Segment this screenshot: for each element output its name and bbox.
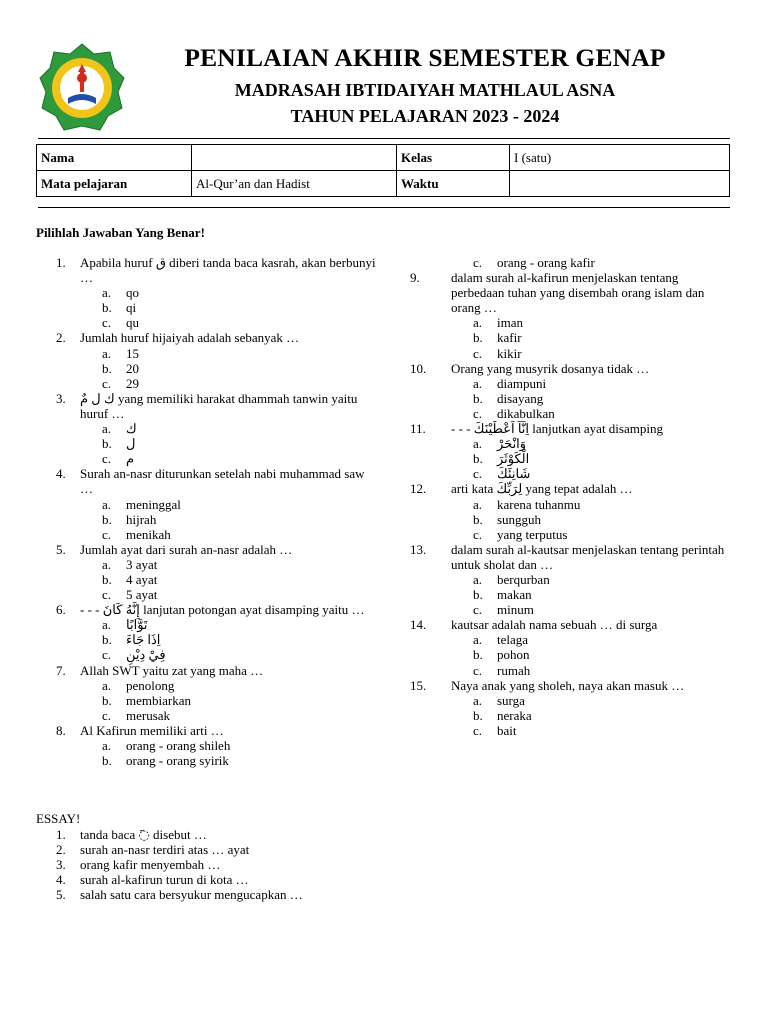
essay-item — [36, 827, 436, 842]
option-text: pohon — [497, 647, 530, 663]
option-letter: b. — [102, 753, 112, 769]
essay-text: surah an-nasr terdiri atas … ayat — [80, 842, 250, 858]
option-letter: c. — [102, 587, 112, 603]
answer-option[interactable] — [36, 315, 376, 330]
essay-text: salah satu cara bersyukur mengucapkan … — [80, 887, 303, 903]
option-text: ك — [126, 421, 137, 437]
question-item — [410, 542, 730, 572]
option-letter: a. — [473, 692, 483, 708]
option-letter: a. — [473, 632, 483, 648]
question-number: 11. — [410, 421, 426, 437]
essay-number: 3. — [56, 857, 66, 873]
essay-title: ESSAY! — [36, 811, 81, 826]
essay-number: 5. — [56, 887, 66, 903]
answer-option[interactable] — [36, 300, 376, 315]
essay-item — [36, 887, 436, 902]
question-item — [36, 255, 376, 285]
option-letter: a. — [102, 345, 112, 361]
option-letter: c. — [473, 662, 483, 678]
option-letter: b. — [473, 647, 483, 663]
option-letter: b. — [102, 360, 112, 376]
answer-option[interactable] — [410, 602, 730, 617]
option-letter: b. — [473, 330, 483, 346]
option-letter: a. — [473, 496, 483, 512]
question-number: 7. — [56, 662, 66, 678]
option-letter: b. — [473, 511, 483, 527]
answer-option[interactable] — [36, 436, 376, 451]
question-number: 2. — [56, 330, 66, 346]
question-text: arti kata لِرَبِّكَ yang tepat adalah … — [451, 481, 633, 497]
question-text: Surah an-nasr diturunkan setelah nabi muhammad saw … — [80, 466, 365, 497]
option-text: kafir — [497, 330, 522, 346]
essay-number: 1. — [56, 827, 66, 843]
answer-option[interactable] — [410, 527, 730, 542]
question-text: - - - إِنَّهُ كَانَ lanjutan potongan ayat disamping yaitu … — [80, 602, 365, 618]
question-text: Orang yang musyrik dosanya tidak … — [451, 360, 650, 376]
option-letter: c. — [473, 466, 483, 482]
question-text: Allah SWT yaitu zat yang maha … — [80, 662, 264, 678]
option-text: penolong — [126, 677, 175, 693]
answer-option[interactable] — [410, 572, 730, 587]
answer-option[interactable] — [410, 315, 730, 330]
option-letter: c. — [102, 647, 112, 663]
option-text: orang - orang shileh — [126, 738, 231, 753]
option-text: شَانِئَكَ — [497, 466, 531, 482]
school-logo — [38, 42, 126, 137]
question-item — [410, 678, 730, 693]
option-letter: c. — [102, 375, 112, 391]
answer-option[interactable] — [36, 647, 376, 662]
option-text: qo — [126, 285, 139, 301]
question-number: 10. — [410, 360, 427, 376]
kelas-value: I (satu) — [510, 145, 730, 171]
question-item — [36, 663, 376, 678]
question-number: 1. — [56, 255, 66, 270]
question-number: 3. — [56, 390, 66, 406]
option-letter: a. — [473, 571, 483, 587]
option-text: تَوَّابًا — [126, 617, 148, 633]
answer-option[interactable] — [410, 512, 730, 527]
option-letter: a. — [102, 421, 112, 437]
question-text: Al Kafirun memiliki arti … — [80, 722, 224, 738]
option-text: فِيْ دِيْنِ — [126, 647, 166, 663]
mapel-label: Mata pelajaran — [37, 171, 192, 197]
header-divider — [38, 138, 730, 139]
question-text: - - - اِنَّآ اَعْطَيْنَكَ lanjutkan ayat disamping — [451, 421, 663, 437]
answer-option[interactable] — [36, 693, 376, 708]
answer-option[interactable] — [410, 406, 730, 421]
essay-section — [36, 811, 436, 903]
essay-text: orang kafir menyembah … — [80, 857, 221, 873]
answer-option[interactable] — [36, 708, 376, 723]
option-text: 4 ayat — [126, 571, 158, 587]
question-text: Jumlah huruf hijaiyah adalah sebanyak … — [80, 330, 300, 346]
option-letter: c. — [473, 722, 483, 738]
answer-option[interactable] — [36, 346, 376, 361]
option-letter: b. — [473, 390, 483, 406]
option-letter: b. — [102, 436, 112, 452]
answer-option[interactable] — [410, 632, 730, 647]
option-text: orang - orang syirik — [126, 753, 229, 769]
option-letter: c. — [473, 255, 483, 270]
waktu-label: Waktu — [397, 171, 510, 197]
student-info-table — [36, 144, 730, 197]
option-text: 20 — [126, 360, 139, 376]
answer-option[interactable] — [410, 451, 730, 466]
question-number: 9. — [410, 270, 420, 286]
option-text: 3 ayat — [126, 556, 158, 572]
option-letter: c. — [473, 405, 483, 421]
option-letter: b. — [102, 571, 112, 587]
question-item — [410, 481, 730, 496]
option-letter: a. — [473, 436, 483, 452]
question-number: 8. — [56, 722, 66, 738]
answer-option[interactable] — [410, 693, 730, 708]
question-number: 4. — [56, 466, 66, 482]
answer-option[interactable] — [36, 678, 376, 693]
academic-year: TAHUN PELAJARAN 2023 - 2024 — [290, 106, 560, 126]
answer-option[interactable] — [410, 663, 730, 678]
answer-option[interactable] — [410, 436, 730, 451]
answer-option[interactable] — [36, 587, 376, 602]
question-item — [36, 330, 376, 345]
option-text: menikah — [126, 526, 171, 542]
option-letter: b. — [473, 587, 483, 603]
option-text: merusak — [126, 707, 171, 723]
answer-option[interactable] — [410, 587, 730, 602]
answer-option[interactable] — [410, 708, 730, 723]
option-letter: c. — [102, 315, 112, 331]
option-text: 15 — [126, 345, 139, 361]
answer-option[interactable] — [36, 421, 376, 436]
answer-option[interactable] — [36, 557, 376, 572]
answer-option[interactable] — [36, 572, 376, 587]
option-letter: a. — [473, 375, 483, 391]
answer-option[interactable] — [410, 647, 730, 662]
answer-option[interactable] — [36, 617, 376, 632]
option-text: karena tuhanmu — [497, 496, 581, 512]
question-text: kautsar adalah nama sebuah … di surga — [451, 617, 658, 633]
question-text: Apabila huruf ق diberi tanda baca kasrah, akan berbunyi … — [80, 255, 376, 286]
question-item — [36, 466, 376, 496]
option-letter: a. — [473, 315, 483, 331]
option-text: bait — [497, 722, 517, 738]
question-text: ك ل مٌ yang memiliki harakat dhammah tanwin yaitu huruf … — [80, 390, 358, 421]
question-number: 12. — [410, 481, 427, 497]
option-letter: a. — [102, 496, 112, 512]
answer-option[interactable] — [410, 497, 730, 512]
option-letter: c. — [473, 526, 483, 542]
option-text: membiarkan — [126, 692, 191, 708]
option-text: surga — [497, 692, 525, 708]
nama-value[interactable] — [192, 145, 397, 171]
option-text: berqurban — [497, 571, 550, 587]
school-name: MADRASAH IBTIDAIYAH MATHLAUL ASNA — [234, 80, 616, 100]
question-number: 6. — [56, 602, 66, 618]
essay-number: 2. — [56, 842, 66, 858]
option-text: neraka — [497, 707, 532, 723]
question-item — [36, 602, 376, 617]
essay-text: tanda baca ◌َ disebut … — [80, 827, 207, 843]
option-text: yang terputus — [497, 526, 568, 542]
option-letter: a. — [102, 556, 112, 572]
exam-title: PENILAIAN AKHIR SEMESTER GENAP — [184, 43, 666, 72]
option-letter: c. — [102, 451, 112, 467]
answer-option[interactable] — [36, 361, 376, 376]
option-letter: b. — [473, 451, 483, 467]
question-text: dalam surah al-kafirun menjelaskan tentang perbedaan tuhan yang disembah orang islam dan orang … — [451, 270, 705, 316]
answer-option[interactable] — [410, 391, 730, 406]
answer-option[interactable] — [36, 285, 376, 300]
answer-option[interactable] — [36, 497, 376, 512]
mapel-value: Al-Qur’an dan Hadist — [192, 171, 397, 197]
option-text: 29 — [126, 375, 139, 391]
option-letter: b. — [102, 300, 112, 316]
kelas-label: Kelas — [397, 145, 510, 171]
answer-option[interactable] — [36, 512, 376, 527]
option-text: diampuni — [497, 375, 547, 391]
answer-option[interactable] — [410, 466, 730, 481]
option-text: qi — [126, 300, 137, 316]
answer-option[interactable] — [410, 723, 730, 738]
option-text: disayang — [497, 390, 544, 406]
essay-item — [36, 872, 436, 887]
option-text: iman — [497, 315, 523, 331]
option-letter: c. — [102, 526, 112, 542]
option-letter: a. — [102, 617, 112, 633]
question-number: 5. — [56, 541, 66, 557]
essay-item — [36, 857, 436, 872]
nama-label: Nama — [37, 145, 192, 171]
option-text: minum — [497, 602, 534, 618]
essay-number: 4. — [56, 872, 66, 888]
option-letter: c. — [473, 602, 483, 618]
table-divider — [38, 207, 730, 208]
option-text: dikabulkan — [497, 405, 555, 421]
option-letter: b. — [102, 692, 112, 708]
option-text: qu — [126, 315, 139, 331]
question-text: Jumlah ayat dari surah an-nasr adalah … — [80, 541, 293, 557]
option-text: rumah — [497, 662, 531, 678]
option-text: kikir — [497, 345, 522, 361]
option-letter: c. — [102, 707, 112, 723]
question-number: 13. — [410, 541, 427, 557]
question-item — [36, 391, 376, 421]
answer-option[interactable] — [36, 451, 376, 466]
questions-right-column — [410, 255, 730, 738]
option-text: م — [126, 451, 135, 467]
question-number: 14. — [410, 617, 427, 633]
option-text: اِذَا جَاءَ — [126, 632, 161, 648]
option-text: telaga — [497, 632, 529, 648]
question-item — [36, 542, 376, 557]
option-letter: b. — [102, 511, 112, 527]
answer-option[interactable] — [410, 330, 730, 345]
waktu-value[interactable] — [510, 171, 730, 197]
answer-option[interactable] — [410, 376, 730, 391]
option-letter: a. — [102, 738, 112, 753]
option-text: orang - orang kafir — [497, 255, 595, 270]
answer-option[interactable] — [410, 255, 730, 270]
answer-option[interactable] — [410, 346, 730, 361]
answer-option[interactable] — [36, 753, 376, 768]
option-text: hijrah — [126, 511, 157, 527]
option-text: ل — [126, 436, 136, 452]
option-letter: a. — [102, 285, 112, 301]
questions-left-column — [36, 255, 376, 768]
answer-option[interactable] — [36, 527, 376, 542]
option-letter: b. — [473, 707, 483, 723]
question-item — [410, 270, 730, 315]
option-text: meninggal — [126, 496, 181, 512]
option-text: 5 ayat — [126, 587, 158, 603]
option-text: الْكَوْثَرَ — [497, 451, 530, 467]
answer-option[interactable] — [36, 738, 376, 753]
question-text: Naya anak yang sholeh, naya akan masuk … — [451, 677, 685, 693]
option-text: makan — [497, 587, 532, 603]
option-letter: c. — [473, 345, 483, 361]
answer-option[interactable] — [36, 632, 376, 647]
option-letter: b. — [102, 632, 112, 648]
essay-list — [36, 827, 436, 902]
answer-option[interactable] — [36, 376, 376, 391]
question-item — [410, 361, 730, 376]
question-item — [410, 617, 730, 632]
instruction: Pilihlah Jawaban Yang Benar! — [36, 225, 205, 240]
option-text: sungguh — [497, 511, 542, 527]
essay-text: surah al-kafirun turun di kota … — [80, 872, 249, 888]
option-text: وَانْحَرْ — [497, 436, 527, 452]
option-letter: a. — [102, 677, 112, 693]
question-item — [410, 421, 730, 436]
question-text: dalam surah al-kautsar menjelaskan tentang perintah untuk sholat dan … — [451, 541, 725, 572]
essay-item — [36, 842, 436, 857]
question-number: 15. — [410, 677, 427, 693]
question-item — [36, 723, 376, 738]
